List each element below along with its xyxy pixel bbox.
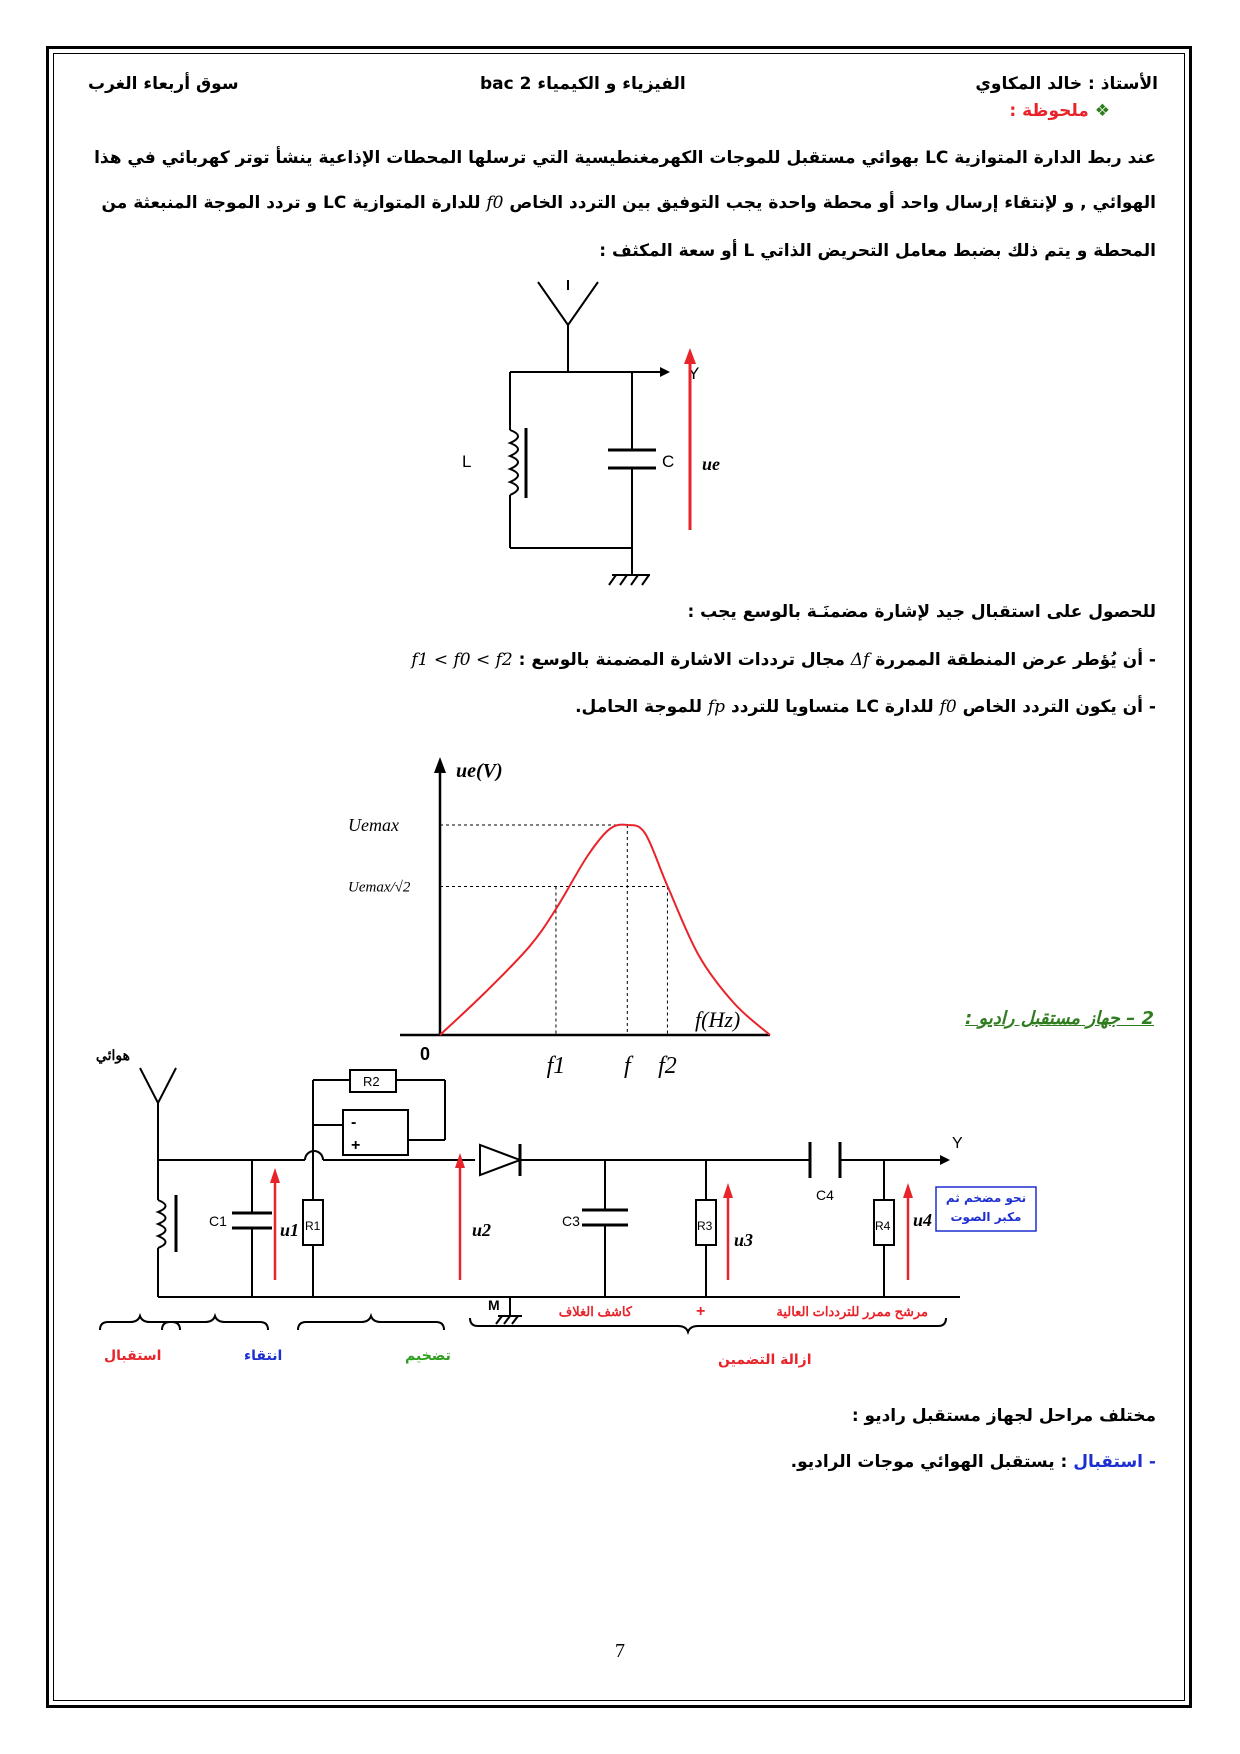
output-destination-box: نحو مضخم ثم مكبر الصوت (945, 1191, 1027, 1224)
r3-label: R3 (697, 1219, 713, 1233)
lc-output-label: Y (688, 364, 700, 383)
note-line-1: عند ربط الدارة المتوازية LC بهوائي مستقبل للموجات الكهرمغنطيسية التي ترسلها المحطات الإذاعية ينشأ توتر كهربائي في هذا (94, 148, 1156, 168)
c1-label: C1 (209, 1213, 227, 1229)
radio-output-y: Y (952, 1135, 963, 1152)
condition-1: - أن يُؤطر عرض المنطقة الممررة Δf مجال ترددات الاشارة المضمنة بالوسع : f1 < f0 < f2 (411, 650, 1156, 670)
u1-label: u1 (280, 1220, 300, 1240)
u2-label: u2 (472, 1220, 492, 1240)
u4-label: u4 (913, 1210, 933, 1230)
inequality: f1 < f0 < f2 (411, 650, 513, 670)
opamp-plus: + (351, 1137, 361, 1154)
page-number: 7 (615, 1640, 625, 1662)
r4-label: R4 (875, 1219, 891, 1233)
section-2-title: 2 – جهاز مستقبل راديو : (965, 1008, 1154, 1029)
stage-select: انتقاء (244, 1348, 283, 1364)
y-tick-max-sqrt2: Uemax/√2 (348, 879, 411, 896)
header-school: سوق أربعاء الغرب (88, 74, 239, 94)
opamp-minus: - (351, 1114, 357, 1131)
note-marker-icon: ❖ (1094, 101, 1110, 121)
c4-label: C4 (816, 1187, 834, 1203)
lc-inductor-label: L (462, 452, 472, 471)
y-axis-label: ue(V) (456, 760, 503, 782)
note-line-2: الهوائي , و لإنتقاء إرسال واحد أو محطة واحدة يجب التوفيق بين التردد الخاص f0 للدارة المتوازية LC و تردد الموجة المنبعثة من (101, 193, 1156, 213)
note-line-3: المحطة و يتم ذلك بضبط معامل التحريض الذاتي L أو سعة المكثف : (599, 241, 1156, 261)
header-subject: الفيزياء و الكيمياء 2 bac (480, 74, 686, 94)
stage-highpass-filter: مرشح ممرر للترددات العالية (776, 1304, 928, 1319)
stage-demodulation: ازالة التضمين (718, 1352, 812, 1368)
c3-label: C3 (562, 1213, 580, 1229)
antenna-label: هوائي (95, 1047, 130, 1063)
lc-voltage-label: ue (702, 454, 720, 474)
x-tick-f1: f1 (546, 1053, 566, 1079)
u3-label: u3 (734, 1230, 754, 1250)
ground-m-label: M (488, 1297, 500, 1313)
x-axis-label: f(Hz) (695, 1007, 741, 1032)
stage-item-1-text: : يستقبل الهوائي موجات الراديو. (790, 1452, 1068, 1472)
r1-label: R1 (305, 1219, 321, 1233)
symbol-f0-b: f0 (939, 697, 957, 717)
x-tick-f: f (623, 1053, 631, 1079)
stage-receive: استقبال (104, 1348, 162, 1364)
lc-circuit-diagram (462, 280, 760, 590)
conditions-intro: للحصول على استقبال جيد لإشارة مضمنَـة بالوسع يجب : (687, 602, 1156, 622)
radio-receiver-diagram (95, 1040, 1160, 1335)
symbol-fp: fp (707, 697, 726, 717)
stage-item-1-label: - استقبال (1073, 1452, 1156, 1472)
stages-intro: مختلف مراحل لجهاز مستقبل راديو : (851, 1406, 1156, 1426)
response-curve (440, 825, 770, 1035)
note-title-line (810, 101, 1110, 121)
symbol-delta-f: Δf (850, 650, 870, 670)
header-teacher: الأستاذ : خالد المكاوي (975, 74, 1158, 94)
lc-capacitor-label: C (662, 452, 675, 471)
x-tick-f2: f2 (658, 1053, 677, 1079)
stage-amplify: تضخيم (405, 1348, 451, 1364)
symbol-f0: f0 (486, 193, 504, 213)
origin-label: 0 (420, 1044, 431, 1064)
stage-plus: + (696, 1303, 706, 1320)
r2-label: R2 (363, 1074, 380, 1089)
y-tick-max: Uemax (348, 815, 399, 835)
stage-item-1 (96, 1452, 1156, 1472)
stage-envelope-detector: كاشف الغلاف (558, 1304, 632, 1319)
condition-2: - أن يكون التردد الخاص f0 للدارة LC متساويا للتردد fp للموجة الحامل. (575, 697, 1156, 717)
note-title: ملحوظة : (1009, 101, 1089, 121)
